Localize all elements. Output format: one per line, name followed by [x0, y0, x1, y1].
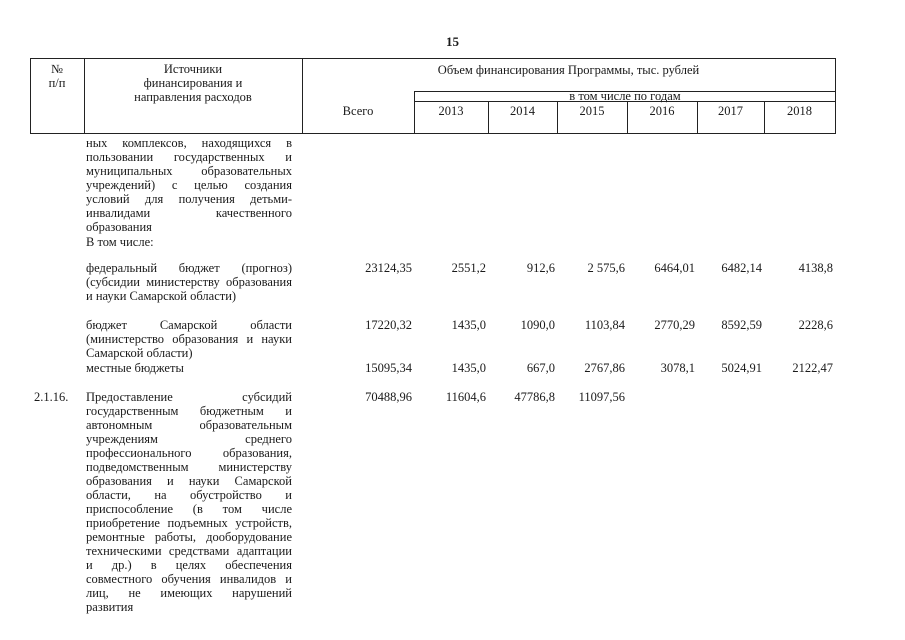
- row-local-total: 15095,34: [365, 361, 412, 375]
- item-name: Предоставление субсидий государственным бюджетным и автономным образовательным учреждениям среднего профессионального образования, подведомственным министерству образования и науки Самарской области, на обустройство и приспособление (в том числе приобретение подъемных устройств, ремонтные работы, дооборудование техническими средствами адаптации и др.) в целях обеспечения совместного обучения инвалидов и лиц, не имеющих нарушений развития: [86, 390, 292, 614]
- item-2015: 11097,56: [578, 390, 625, 404]
- header-year-2013: 2013: [438, 104, 464, 118]
- item-2013: 11604,6: [445, 390, 486, 404]
- row-local-2014: 667,0: [526, 361, 555, 375]
- row-federal-2017: 6482,14: [721, 261, 762, 275]
- header-year-2015: 2015: [579, 104, 605, 118]
- row-federal-2014: 912,6: [526, 261, 555, 275]
- row-local-name: местные бюджеты: [86, 361, 184, 375]
- item-code: 2.1.16.: [34, 390, 69, 404]
- header-col-source: Источники финансирования и направления расходов: [134, 62, 252, 104]
- row-regional-2013: 1435,0: [451, 318, 486, 332]
- header-year-2018: 2018: [787, 104, 812, 118]
- row-local-2017: 5024,91: [721, 361, 762, 375]
- row-regional-2014: 1090,0: [520, 318, 555, 332]
- row-local-2016: 3078,1: [660, 361, 695, 375]
- row-local-2018: 2122,47: [792, 361, 833, 375]
- row-federal-name: федеральный бюджет (прогноз) (субсидии министерству образования и науки Самарской области): [86, 261, 292, 303]
- header-col-no: № п/п: [48, 62, 66, 90]
- continuation-text: ных комплексов, находящихся в пользовании государственных и муниципальных образовательных учреждений) с целью создания условий для получения детьми-инвалидами качественного образования: [86, 136, 292, 234]
- table-top-border: [30, 58, 836, 59]
- row-federal-2016: 6464,01: [654, 261, 695, 275]
- row-regional-name: бюджет Самарской области (министерство образования и науки Самарской области): [86, 318, 292, 360]
- row-regional-2017: 8592,59: [721, 318, 762, 332]
- row-regional-2015: 1103,84: [584, 318, 625, 332]
- row-regional-2018: 2228,6: [798, 318, 833, 332]
- row-regional-2016: 2770,29: [654, 318, 695, 332]
- in-that-number-label: В том числе:: [86, 235, 154, 249]
- header-bottom-border: [30, 133, 836, 134]
- page-number: 15: [446, 34, 459, 49]
- row-local-2013: 1435,0: [451, 361, 486, 375]
- header-year-2017: 2017: [718, 104, 743, 118]
- header-year-2016: 2016: [649, 104, 675, 118]
- row-federal-total: 23124,35: [365, 261, 412, 275]
- row-regional-total: 17220,32: [365, 318, 412, 332]
- row-federal-2018: 4138,8: [798, 261, 833, 275]
- row-federal-2015: 2 575,6: [587, 261, 625, 275]
- header-year-2014: 2014: [510, 104, 535, 118]
- row-federal-2013: 2551,2: [451, 261, 486, 275]
- header-col-volume: Объем финансирования Программы, тыс. рублей: [437, 63, 700, 77]
- header-col-by-years: в том числе по годам: [569, 89, 681, 103]
- row-local-2015: 2767,86: [584, 361, 625, 375]
- item-total: 70488,96: [365, 390, 412, 404]
- item-2014: 47786,8: [514, 390, 555, 404]
- header-col-total: Всего: [342, 104, 374, 118]
